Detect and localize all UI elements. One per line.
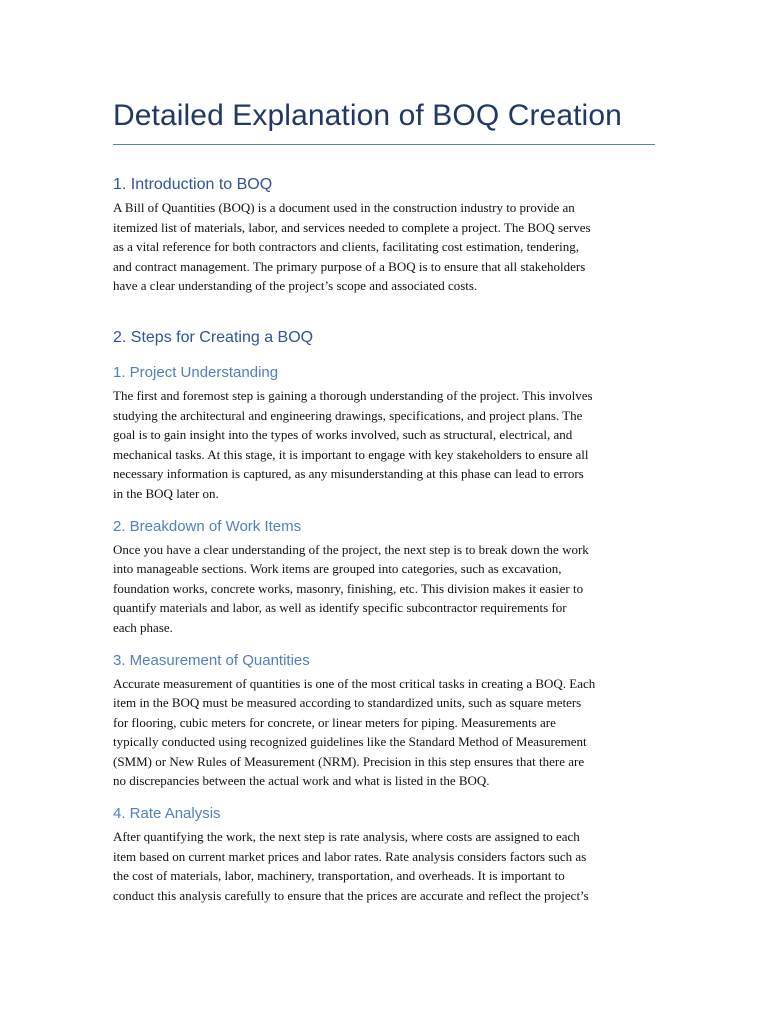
- paragraph-line: (SMM) or New Rules of Measurement (NRM). Precision in this step ensures that there are: [113, 753, 585, 769]
- title-divider: [113, 144, 655, 145]
- paragraph-line: typically conducted using recognized guidelines like the Standard Method of Measurement: [113, 734, 587, 750]
- paragraph-line: Accurate measurement of quantities is one of the most critical tasks in creating a BOQ. Each: [113, 675, 596, 691]
- breakdown-paragraph: [113, 540, 658, 638]
- paragraph-line: mechanical tasks. At this stage, it is important to engage with key stakeholders to ensure all: [113, 446, 589, 462]
- paragraph-line: studying the architectural and engineering drawings, specifications, and project plans. The: [113, 407, 583, 423]
- paragraph-line: no discrepancies between the actual work and what is listed in the BOQ.: [113, 773, 490, 789]
- paragraph-line: The first and foremost step is gaining a thorough understanding of the project. This involves: [113, 387, 593, 403]
- paragraph-line: goal is to gain insight into the types of works involved, such as structural, electrical, and: [113, 427, 573, 443]
- intro-paragraph: [113, 198, 658, 296]
- paragraph-line: Once you have a clear understanding of the project, the next step is to break down the work: [113, 541, 589, 557]
- paragraph-line: necessary information is captured, as any misunderstanding at this phase can lead to errors: [113, 466, 584, 482]
- subheading-rate-analysis: 4. Rate Analysis: [113, 805, 221, 823]
- rate-analysis-paragraph: [113, 827, 658, 905]
- paragraph-line: item in the BOQ must be measured according to standardized units, such as square meters: [113, 695, 582, 711]
- paragraph-line: conduct this analysis carefully to ensure that the prices are accurate and reflect the project’s: [113, 887, 589, 903]
- paragraph-line: for flooring, cubic meters for concrete, or linear meters for piping. Measurements are: [113, 714, 556, 730]
- subheading-project-understanding: 1. Project Understanding: [113, 363, 279, 381]
- section-heading-introduction: 1. Introduction to BOQ: [113, 176, 273, 193]
- paragraph-line: quantify materials and labor, as well as identify specific subcontractor requirements for: [113, 600, 567, 616]
- paragraph-line: and contract management. The primary purpose of a BOQ is to ensure that all stakeholders: [113, 258, 586, 274]
- paragraph-line: as a vital reference for both contractors and clients, facilitating cost estimation, tendering,: [113, 239, 580, 255]
- paragraph-line: into manageable sections. Work items are grouped into categories, such as excavation,: [113, 561, 562, 577]
- paragraph-line: itemized list of materials, labor, and services needed to complete a project. The BOQ serves: [113, 219, 591, 235]
- section-heading-steps: 2. Steps for Creating a BOQ: [113, 328, 314, 346]
- paragraph-line: in the BOQ later on.: [113, 485, 219, 501]
- measurement-paragraph: [113, 674, 658, 792]
- subheading-measurement-of-quantities: 3. Measurement of Quantities: [113, 651, 310, 669]
- subheading-breakdown-of-work-items: 2. Breakdown of Work Items: [113, 517, 302, 535]
- document-title: Detailed Explanation of BOQ Creation: [113, 99, 622, 132]
- paragraph-line: item based on current market prices and labor rates. Rate analysis considers factors such as: [113, 848, 587, 864]
- paragraph-line: the cost of materials, labor, machinery, transportation, and overheads. It is important to: [113, 868, 565, 884]
- paragraph-line: A Bill of Quantities (BOQ) is a document used in the construction industry to provide an: [113, 200, 575, 215]
- paragraph-line: have a clear understanding of the project’s scope and associated costs.: [113, 278, 478, 294]
- paragraph-line: each phase.: [113, 619, 173, 635]
- paragraph-line: foundation works, concrete works, masonry, finishing, etc. This division makes it easier to: [113, 580, 584, 596]
- project-understanding-paragraph: [113, 386, 658, 504]
- paragraph-line: After quantifying the work, the next step is rate analysis, where costs are assigned to each: [113, 829, 580, 845]
